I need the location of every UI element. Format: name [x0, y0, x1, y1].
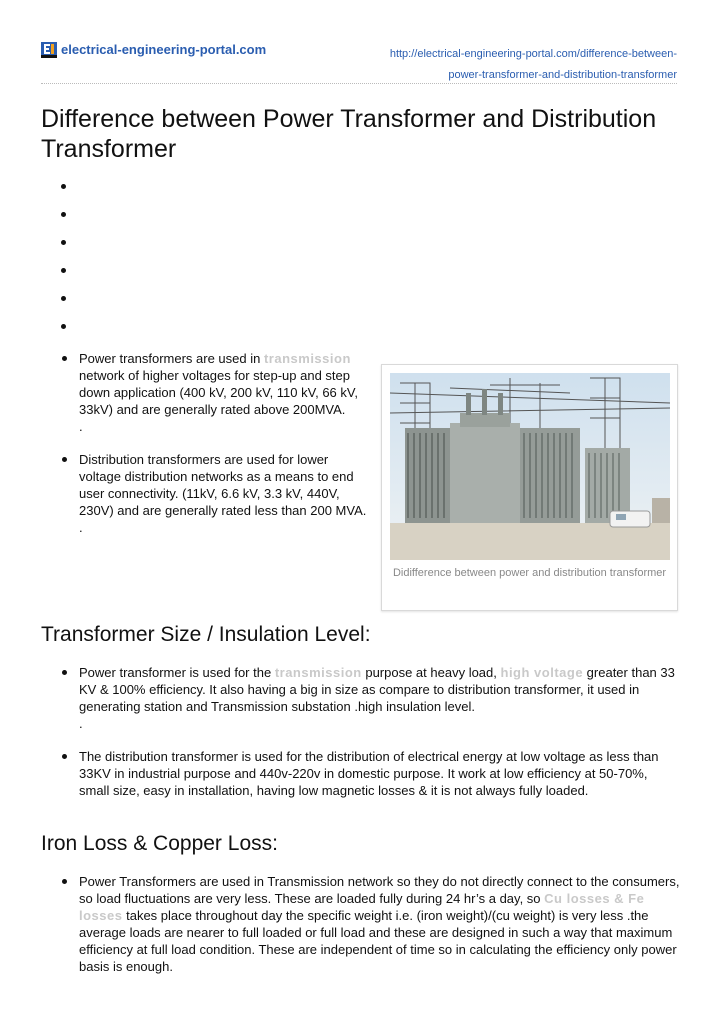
bullet-icon	[62, 356, 67, 361]
bullet-icon	[62, 457, 67, 462]
list-item	[41, 748, 681, 799]
page-url-line2: power-transformer-and-distribution-transformer	[448, 69, 677, 81]
intro-list	[41, 350, 371, 536]
page-url-line1: http://electrical-engineering-portal.com/difference-between-	[389, 48, 677, 60]
item-text: Power Transformers are used in Transmission network so they do not directly connect to the consumers, so load fluctuations are very less. These are loaded fully during 24 hr’s a day, so	[79, 874, 680, 906]
item-text: purpose at heavy load,	[361, 665, 501, 680]
transmission-link[interactable]: transmission	[274, 665, 362, 680]
bullet-icon	[62, 670, 67, 675]
bullet-icon	[62, 754, 67, 759]
item-tail: .	[79, 520, 83, 535]
page-title: Difference between Power Transformer and Distribution Transformer	[41, 105, 657, 163]
transformer-figure	[381, 364, 678, 611]
list-item	[41, 664, 681, 732]
page-header	[41, 40, 677, 84]
item-text: Power transformer is used for the	[79, 665, 275, 680]
list-item	[41, 350, 371, 435]
section-loss-list	[41, 873, 681, 975]
item-text: greater than 33 KV & 100% efficiency. It also having a big in size as compare to distribution transformer, it used in generating station and Transmission substation .high insulation level.	[79, 665, 675, 714]
section-heading-loss: Iron Loss & Copper Loss:	[41, 832, 278, 855]
item-text: network of higher voltages for step-up and step down application (400 kV, 200 kV, 110 kV, 66 kV, 33kV) and are generally rated above 200MVA.	[79, 368, 358, 417]
item-tail: .	[79, 716, 83, 731]
page-url[interactable]	[297, 44, 677, 86]
transmission-link[interactable]: transmission	[263, 351, 351, 366]
cu-fe-losses-link[interactable]: Cu losses & Fe losses	[79, 891, 645, 923]
high-voltage-link[interactable]: high voltage	[500, 665, 584, 680]
header-divider	[41, 83, 677, 84]
item-text: The distribution transformer is used for the distribution of electrical energy at low voltage as less than 33KV in industrial purpose and 440v-220v in domestic purpose. It work at low efficiency at 50-70%, small size, easy in installation, having low magnetic losses & it is not always fully loaded.	[79, 749, 659, 798]
site-name-link[interactable]: electrical-engineering-portal.com	[61, 42, 267, 57]
bullet-icon	[62, 879, 67, 884]
list-item	[41, 451, 371, 536]
item-text: Distribution transformers are used for lower voltage distribution networks as a means to end user connectivity. (11kV, 6.6 kV, 3.3 kV, 440V, 230V) and are generally rated less than 200 MVA.	[79, 452, 367, 518]
section-heading-size: Transformer Size / Insulation Level:	[41, 623, 371, 646]
transformer-photo	[390, 373, 670, 560]
item-tail: .	[79, 419, 83, 434]
list-item	[41, 873, 681, 975]
section-size-list	[41, 664, 681, 799]
portal-logo-icon	[41, 42, 57, 58]
item-text: Power transformers are used in	[79, 351, 264, 366]
figure-caption: Didifference between power and distribution transformer	[392, 567, 667, 579]
item-text: takes place throughout day the specific weight i.e. (iron weight)/(cu weight) is very less .the average loads are nearer to full loaded or full load and these are designed in such a way that maximum efficiency at full load condition. These are independent of time so in calculating the efficiency only power basis is enough.	[79, 908, 677, 974]
